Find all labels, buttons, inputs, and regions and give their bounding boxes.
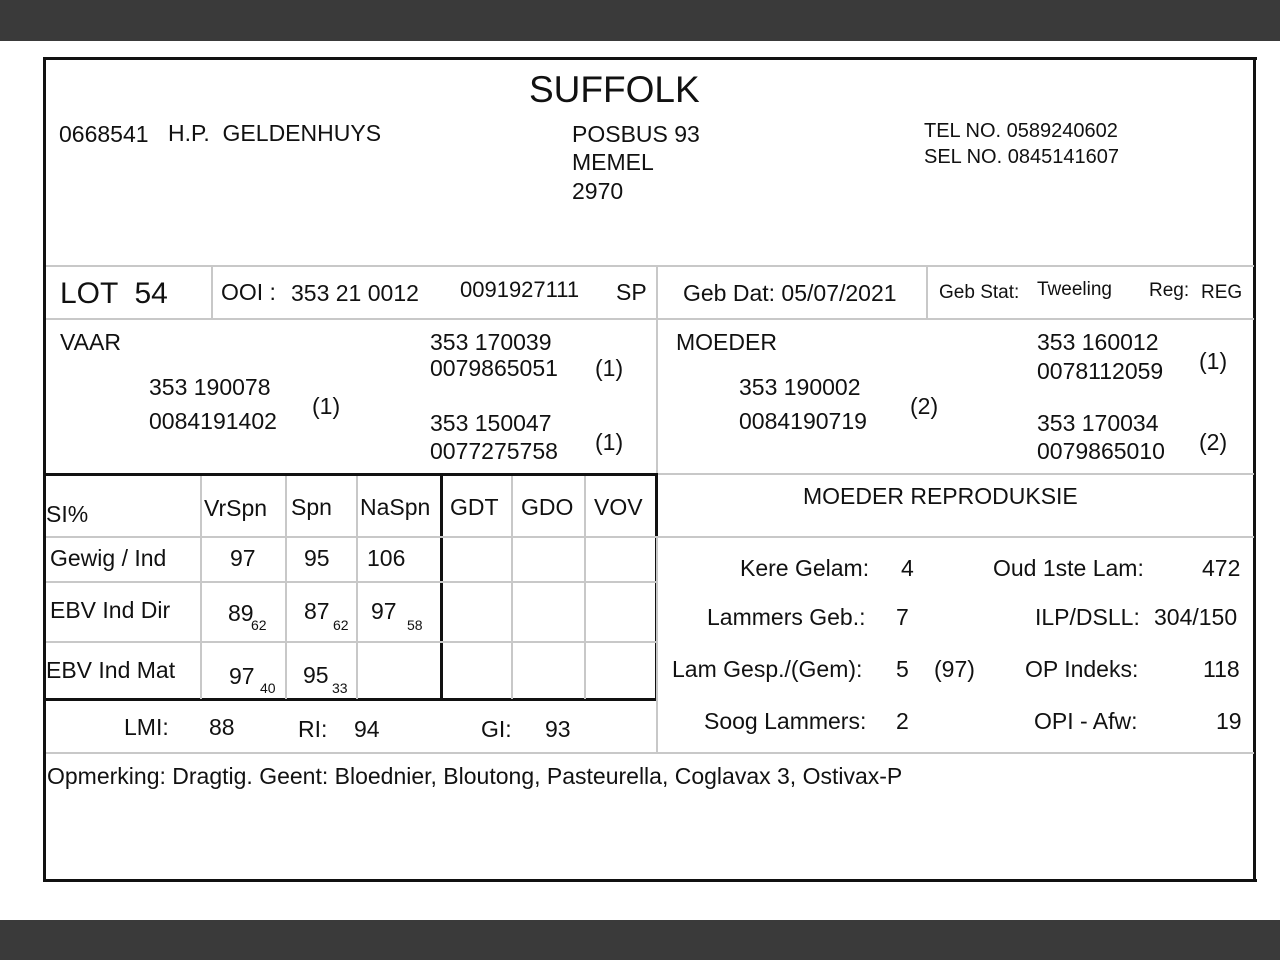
- lmi-label: LMI:: [124, 714, 169, 740]
- birth-date: Geb Dat: 05/07/2021: [683, 280, 897, 306]
- si-header-gdo: GDO: [521, 494, 574, 520]
- ooi-label: OOI :: [221, 279, 276, 305]
- repro-left-line: [656, 537, 658, 753]
- si-header-naspn: NaSpn: [360, 494, 431, 520]
- si-col-line-5: [584, 476, 586, 699]
- tel-number: TEL NO. 0589240602: [924, 120, 1118, 142]
- moeder-grand-sire-note: (1): [1199, 348, 1228, 374]
- si-col-line-2: [285, 476, 287, 699]
- opi-afw-value: 19: [1216, 708, 1242, 734]
- soog-lammers-value: 2: [896, 708, 909, 734]
- index-row-bottom-line: [46, 752, 1254, 754]
- si-col-line-3: [356, 476, 358, 699]
- kere-gelam-label: Kere Gelam:: [740, 555, 870, 581]
- lam-gesp-label: Lam Gesp./(Gem):: [672, 656, 863, 682]
- vaar-grand-dam-note: (1): [595, 429, 624, 455]
- vaar-grand-dam-id: 353 150047: [430, 410, 552, 436]
- si-row-line-2: [46, 641, 656, 643]
- si-header-gdt: GDT: [450, 494, 499, 520]
- vaar-grand-sire-note: (1): [595, 355, 624, 381]
- lammers-geb-value: 7: [896, 604, 909, 630]
- ooi-tag: 0091927111: [460, 277, 580, 302]
- si-ebv-mat-spn: 95: [303, 662, 329, 688]
- si-header-vov: VOV: [594, 494, 643, 520]
- moeder-label: MOEDER: [676, 329, 777, 355]
- oud-1ste-lam-label: Oud 1ste Lam:: [993, 555, 1144, 581]
- sire-id: 353 190078: [149, 374, 271, 400]
- opi-afw-label: OPI - Afw:: [1034, 708, 1138, 734]
- card-border-bottom: [43, 879, 1257, 882]
- si-ebv-dir-spn: 87: [304, 598, 330, 624]
- si-col-line-1: [200, 476, 202, 699]
- ilp-dsll-value: 304/150: [1154, 604, 1238, 630]
- ilp-dsll-label: ILP/DSLL:: [1035, 604, 1140, 630]
- breed-title: SUFFOLK: [529, 69, 700, 110]
- vaar-grand-dam-tag: 0077275758: [430, 438, 558, 464]
- dam-note: (2): [910, 393, 939, 419]
- address-line-1: POSBUS 93: [572, 121, 700, 147]
- ooi-sp: SP: [616, 279, 647, 305]
- lmi-value: 88: [209, 714, 235, 740]
- si-row-label-gewig: Gewig / Ind: [50, 545, 167, 571]
- moeder-grand-dam-tag: 0079865010: [1037, 438, 1165, 464]
- si-ebv-dir-vrspn-accuracy: 62: [251, 617, 267, 633]
- reg-value: REG: [1201, 282, 1243, 303]
- lot-row-bottom-line: [46, 318, 1254, 320]
- si-table-bottom-border: [43, 698, 658, 701]
- si-row-label-ebv-mat: EBV Ind Mat: [46, 657, 176, 683]
- pedigree-divider: [656, 319, 658, 473]
- owner-name: H.P. GELDENHUYS: [168, 120, 382, 146]
- ooi-number: 353 21 0012: [291, 280, 419, 306]
- lot-number: LOT 54: [60, 277, 168, 310]
- si-row-label-ebv-dir: EBV Ind Dir: [50, 597, 171, 623]
- lammers-geb-label: Lammers Geb.:: [707, 604, 866, 630]
- sire-tag: 0084191402: [149, 408, 277, 434]
- oud-1ste-lam-value: 472: [1202, 555, 1241, 581]
- moeder-grand-dam-id: 353 170034: [1037, 410, 1159, 436]
- birth-status-value: Tweeling: [1037, 279, 1112, 300]
- ri-value: 94: [354, 716, 380, 742]
- lam-gesp-gem-value: (97): [934, 656, 975, 682]
- kere-gelam-value: 4: [901, 555, 914, 581]
- si-header-line: [46, 536, 1254, 538]
- vaar-grand-sire-tag: 0079865051: [430, 355, 558, 381]
- lot-divider-3: [926, 266, 928, 319]
- remark-text: Opmerking: Dragtig. Geent: Bloednier, Bloutong, Pasteurella, Coglavax 3, Ostivax-P: [47, 763, 903, 789]
- si-row-line-1: [46, 581, 656, 583]
- si-gewig-spn: 95: [304, 545, 330, 571]
- moeder-grand-sire-id: 353 160012: [1037, 329, 1159, 355]
- si-ebv-dir-naspn-accuracy: 58: [407, 617, 423, 633]
- bottom-bar: [0, 920, 1280, 960]
- lam-gesp-value: 5: [896, 656, 909, 682]
- si-gewig-naspn: 106: [367, 545, 406, 571]
- si-ebv-dir-naspn: 97: [371, 598, 397, 624]
- si-ebv-dir-spn-accuracy: 62: [333, 617, 349, 633]
- si-table-mid-border: [440, 474, 443, 700]
- si-ebv-mat-spn-accuracy: 33: [332, 680, 348, 696]
- owner-id: 0668541: [59, 121, 149, 147]
- lot-divider-2: [656, 266, 658, 319]
- reg-label: Reg:: [1149, 280, 1190, 301]
- birth-status-label: Geb Stat:: [939, 282, 1020, 303]
- address-line-2: MEMEL: [572, 149, 654, 175]
- reproduction-title: MOEDER REPRODUKSIE: [803, 483, 1078, 509]
- dam-id: 353 190002: [739, 374, 861, 400]
- top-bar: [0, 0, 1280, 41]
- gi-value: 93: [545, 716, 571, 742]
- si-ebv-dir-vrspn: 89: [228, 600, 254, 626]
- lot-divider-1: [211, 266, 213, 319]
- si-ebv-mat-vrspn: 97: [229, 663, 255, 689]
- si-header-vrspn: VrSpn: [204, 495, 268, 521]
- soog-lammers-label: Soog Lammers:: [704, 708, 867, 734]
- lot-row-top-line: [46, 265, 1254, 267]
- vaar-grand-sire-id: 353 170039: [430, 329, 552, 355]
- si-col-line-4: [511, 476, 513, 699]
- si-table-top-border: [43, 473, 658, 476]
- op-indeks-value: 118: [1203, 656, 1240, 682]
- moeder-grand-dam-note: (2): [1199, 429, 1228, 455]
- repro-top-line: [658, 473, 1254, 475]
- address-line-3: 2970: [572, 178, 624, 204]
- sel-number: SEL NO. 0845141607: [924, 146, 1119, 168]
- gi-label: GI:: [481, 716, 512, 742]
- ri-label: RI:: [298, 716, 328, 742]
- si-gewig-vrspn: 97: [230, 545, 256, 571]
- op-indeks-label: OP Indeks:: [1025, 656, 1139, 682]
- si-header-spn: Spn: [291, 494, 332, 520]
- sire-note: (1): [312, 393, 341, 419]
- si-corner-label: SI%: [46, 501, 89, 527]
- vaar-label: VAAR: [60, 329, 121, 355]
- card-border-right: [1253, 57, 1256, 882]
- si-ebv-mat-vrspn-accuracy: 40: [260, 680, 276, 696]
- card-border-left: [43, 57, 46, 882]
- moeder-grand-sire-tag: 0078112059: [1037, 358, 1164, 384]
- card-border-top: [43, 57, 1257, 60]
- dam-tag: 0084190719: [739, 408, 867, 434]
